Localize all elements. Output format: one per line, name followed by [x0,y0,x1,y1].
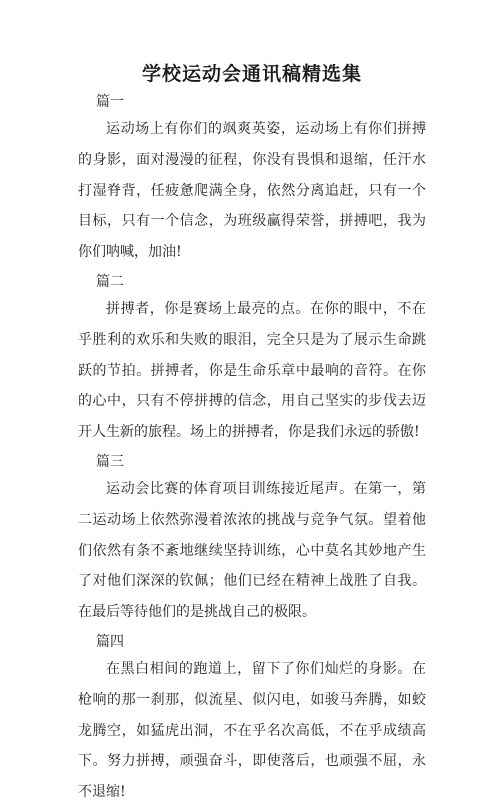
section-heading: 篇二 [96,273,124,290]
section-heading: 篇三 [96,453,124,470]
section-heading: 篇四 [96,633,124,650]
section-paragraph: 运动场上有你们的飒爽英姿，运动场上有你们拼搏的身影，面对漫漫的征程，你没有畏惧和退缩，任汗水打湿脊背，任疲惫爬满全身，依然分离追赶，只有一个目标，只有一个信念，为班级赢得荣誉，拼搏吧，我为你们呐喊，加油! [78,121,426,261]
document-title: 学校运动会通讯稿精选集 [141,63,362,85]
section-4 [78,632,426,808]
section-2 [78,272,426,448]
section-paragraph: 拼搏者，你是赛场上最亮的点。在你的眼中，不在乎胜利的欢乐和失败的眼泪，完全只是为了展示生命跳跃的节拍。拼搏者，你是生命乐章中最响的音符。在你的心中，只有不停拼搏的信念，用自己坚实的步伐去迈开人生新的旅程。场上的拼搏者，你是我们永远的骄傲! [78,300,426,441]
section-paragraph: 在黑白相间的跑道上，留下了你们灿烂的身影。在枪响的那一刹那，似流星、似闪电，如骏马奔腾，如蛟龙腾空，如猛虎出洞，不在乎名次高低，不在乎成绩高下。努力拼搏，顽强奋斗，即使落后，也顽强不屈，永不退缩! [78,660,426,801]
section-heading: 篇一 [96,94,124,110]
section-paragraph: 运动会比赛的体育项目训练接近尾声。在第一，第二运动场上依然弥漫着浓浓的挑战与竞争气氛。望着他们依然有条不紊地继续坚持训练，心中莫名其妙地产生了对他们深深的钦佩；他们已经在精神上战胜了自我。在最后等待他们的是挑战自己的极限。 [78,480,426,621]
section-3 [78,452,426,628]
section-1 [78,92,426,268]
